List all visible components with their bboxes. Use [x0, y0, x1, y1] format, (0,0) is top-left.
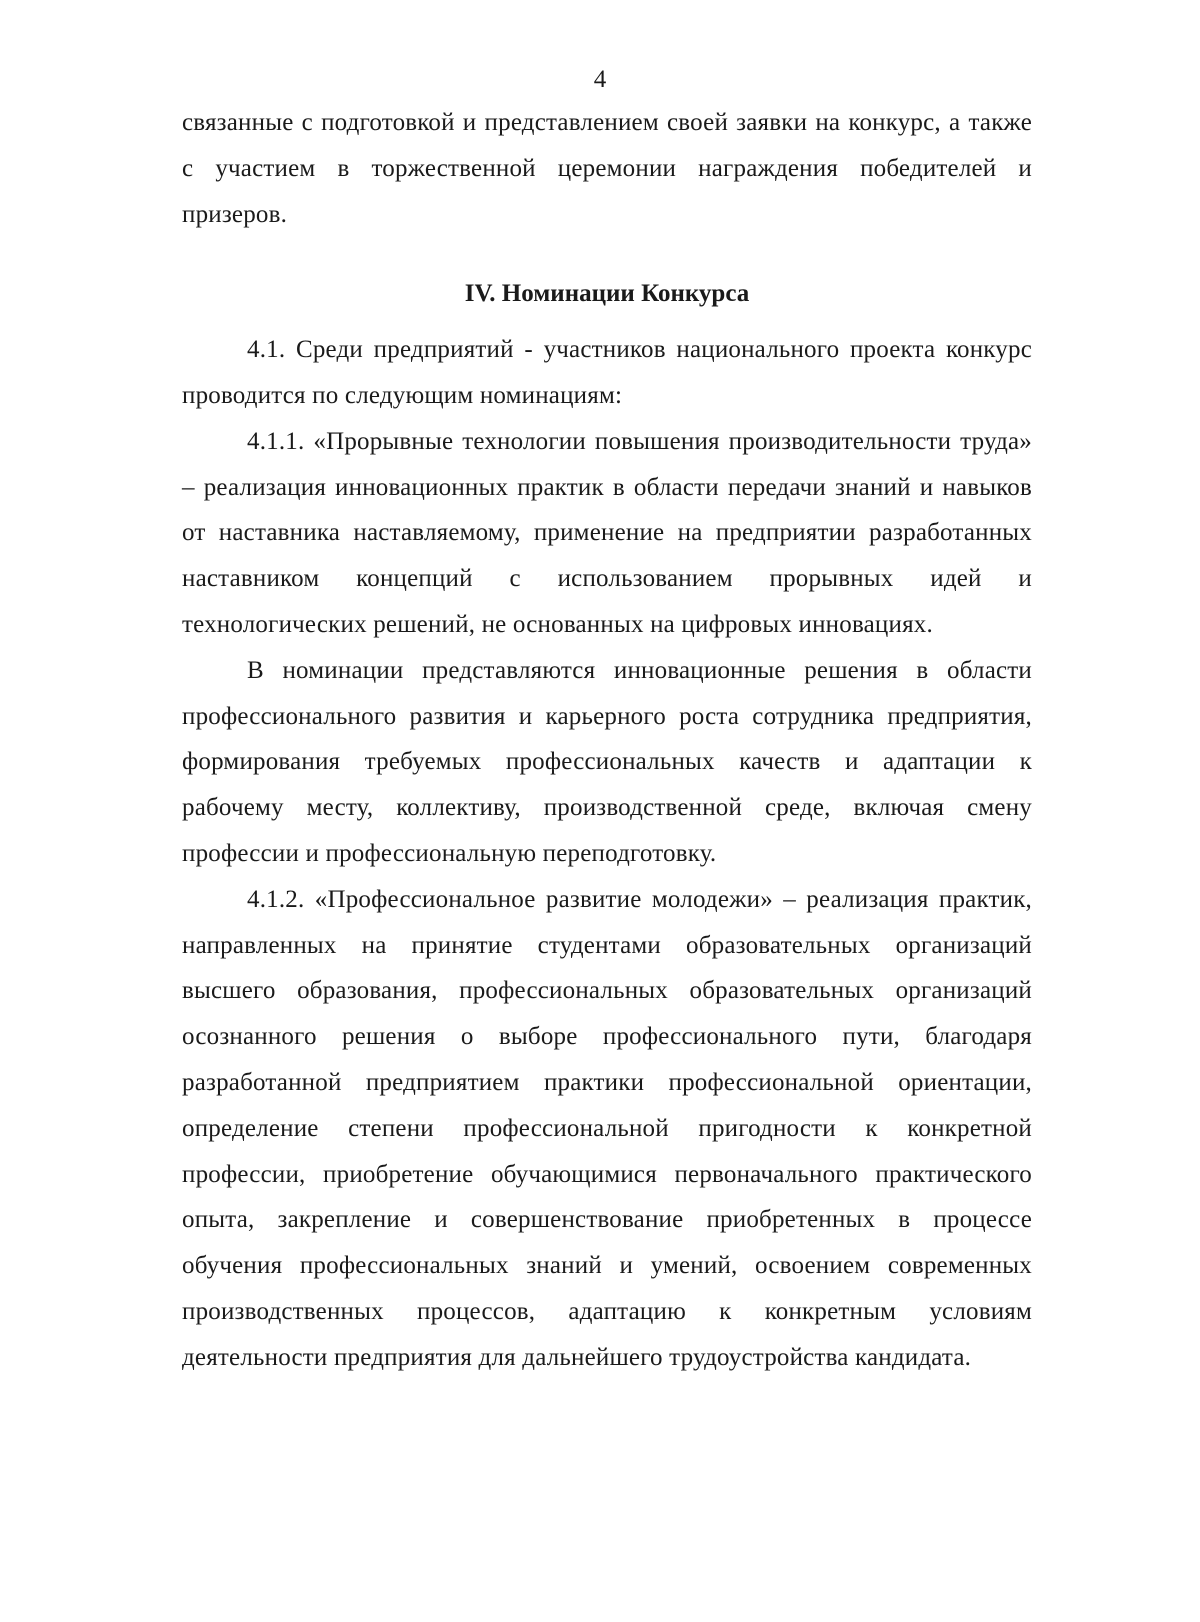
paragraph-nomination-description: В номинации представляются инновационные решения в области профессионального развития и карьерного роста сотрудника предприятия, формирования требуемых профессиональных качеств и адаптации к рабочему месту, коллективу, производственной среде, включая смену профессии и профессиональную переподготовку.	[182, 656, 1032, 867]
paragraph-4-1: 4.1. Среди предприятий - участников национального проекта конкурс проводится по следующим номинациям:	[182, 336, 1032, 409]
intro-paragraph: связанные с подготовкой и представлением своей заявки на конкурс, а также с участием в торжественной церемонии награждения победителей и призеров.	[182, 109, 1032, 228]
page-number: 4	[593, 66, 607, 93]
document-body	[182, 100, 1032, 1381]
section-heading: IV. Номинации Конкурса	[464, 280, 750, 308]
paragraph-4-1-2: 4.1.2. «Профессиональное развитие молодежи» – реализация практик, направленных на принятие студентами образовательных организаций высшего образования, профессиональных образовательных организаций осознанного решения о выборе профессионального пути, благодаря разработанной предприятием практики профессиональной ориентации, определение степени профессиональной пригодности к конкретной профессии, приобретение обучающимися первоначального практического опыта, закрепление и совершенствование приобретенных в процессе обучения профессиональных знаний и умений, освоением современных производственных процессов, адаптацию к конкретным условиям деятельности предприятия для дальнейшего трудоустройства кандидата.	[182, 885, 1032, 1371]
paragraph-4-1-1: 4.1.1. «Прорывные технологии повышения производительности труда» – реализация инновационных практик в области передачи знаний и навыков от наставника наставляемому, применение на предприятии разработанных наставником концепций с использованием прорывных идей и технологических решений, не основанных на цифровых инновациях.	[182, 427, 1032, 638]
